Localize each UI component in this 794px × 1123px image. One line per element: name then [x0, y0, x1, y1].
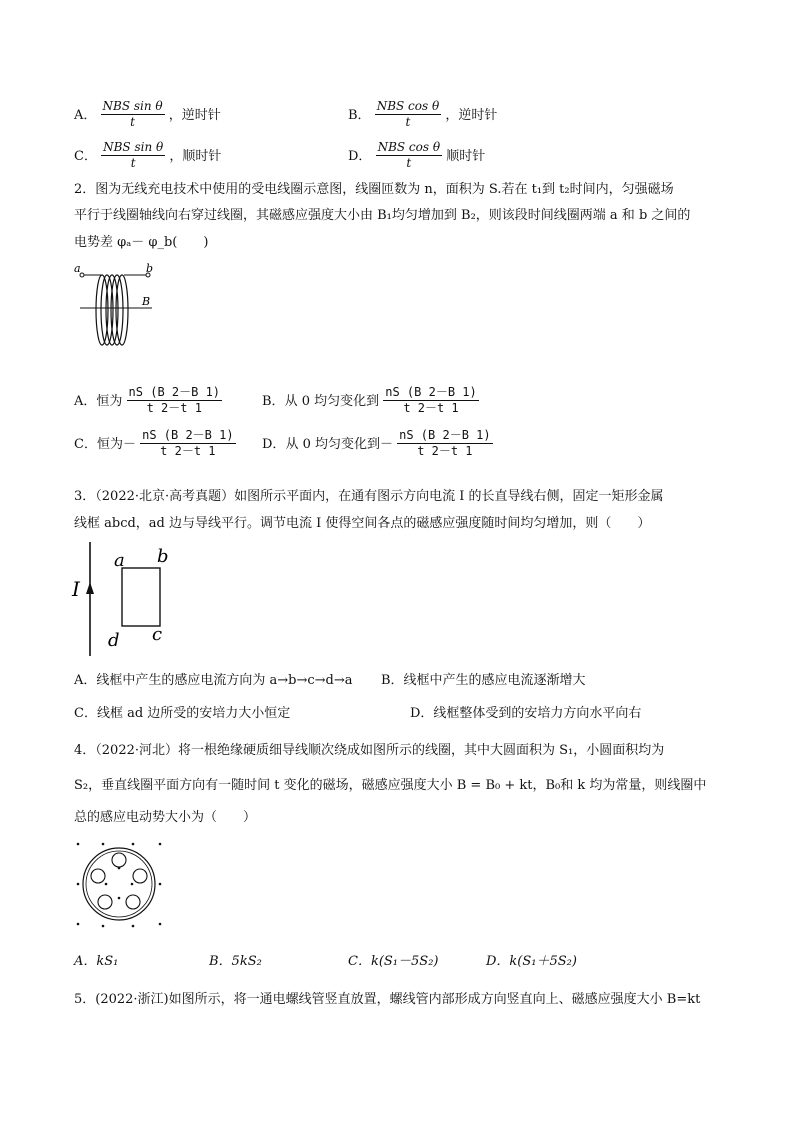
- fraction: [140, 428, 235, 459]
- q2-stem-line-2: 平行于线圈轴线向右穿过线圈，其磁感应强度大小由 B₁均匀增加到 B₂，则该段时间线圈两端 a 和 b 之间的: [74, 208, 691, 223]
- option-letter: D．: [348, 149, 372, 164]
- option-prefix: 从 0 均匀变化到: [284, 394, 380, 409]
- label-I: I: [72, 577, 80, 601]
- fraction-denominator: t: [130, 156, 136, 170]
- coil-turns: [96, 275, 128, 345]
- fraction: [383, 385, 478, 416]
- option-prefix: 恒为－: [96, 437, 136, 452]
- rectangular-frame: [122, 568, 160, 626]
- q3-option-d: D．线框整体受到的安培力方向水平向右: [410, 706, 642, 721]
- large-circle: [83, 848, 155, 920]
- q3-stem-line-1: 3．（2022·北京·高考真题）如图所示平面内，在通有图示方向电流 I 的长直导线右侧，固定一矩形金属: [74, 489, 664, 504]
- q1-option-d: [348, 141, 485, 172]
- label-c: c: [152, 624, 163, 645]
- fraction-denominator: t 2－t 1: [160, 444, 216, 458]
- coil-circles-figure: [72, 838, 168, 932]
- option-letter: B．: [348, 108, 371, 123]
- fraction-numerator: nS (B 2－B 1): [142, 428, 234, 442]
- q1-option-a: [74, 100, 221, 131]
- q1-option-c: [74, 141, 221, 172]
- q2-option-a: [74, 386, 222, 417]
- fraction-numerator: NBS sin θ: [103, 140, 164, 154]
- fraction-denominator: t: [405, 115, 411, 129]
- q4-stem-line-3: 总的感应电动势大小为（ ）: [74, 810, 257, 825]
- q4-option-d: D．k(S₁＋5S₂): [486, 954, 577, 969]
- label-a: a: [114, 550, 125, 571]
- fraction-numerator: nS (B 2－B 1): [128, 385, 221, 399]
- option-tail: ，逆时针: [445, 108, 498, 123]
- q4-option-a: A．kS₁: [74, 954, 119, 969]
- label-B: B: [142, 295, 151, 308]
- q2-stem-line-3: 电势差 φₐ－ φ_b( ): [74, 235, 209, 250]
- fraction-numerator: NBS cos θ: [376, 99, 440, 113]
- option-tail: ，顺时针: [169, 149, 222, 164]
- label-a: a: [74, 262, 81, 275]
- coil-figure: [72, 260, 162, 352]
- label-b: b: [157, 546, 169, 567]
- fraction-denominator: t: [406, 156, 412, 170]
- option-letter: D．: [262, 437, 286, 452]
- option-prefix: 从 0 均匀变化到－: [285, 437, 393, 452]
- current-arrow-icon: [86, 582, 94, 594]
- fraction-denominator: t: [130, 115, 135, 129]
- option-tail: ，逆时针: [168, 108, 221, 123]
- q4-stem-line-1: 4．（2022·河北）将一根绝缘硬质细导线顺次绕成如图所示的线圈，其中大圆面积为 S₁，小圆面积均为: [74, 743, 665, 758]
- q1-option-b: [348, 100, 497, 131]
- fraction-denominator: t 2－t 1: [146, 401, 202, 415]
- label-b: b: [146, 262, 154, 275]
- fraction: [101, 99, 165, 130]
- q3-option-c: C．线框 ad 边所受的安培力大小恒定: [74, 706, 291, 721]
- label-d: d: [108, 630, 120, 651]
- fraction-numerator: NBS sin θ: [102, 99, 163, 113]
- q4-option-b: B．5kS₂: [209, 954, 262, 969]
- q3-option-a: A．线框中产生的感应电流方向为 a→b→c→d→a: [74, 673, 353, 688]
- wire-frame-figure: [70, 538, 190, 658]
- option-letter: A．: [74, 108, 97, 123]
- option-prefix: 恒为: [96, 394, 123, 409]
- terminal-a: [80, 273, 84, 277]
- option-letter: C．: [74, 437, 97, 452]
- option-letter: B．: [262, 394, 285, 409]
- fraction: [397, 428, 492, 459]
- q2-option-b: [262, 386, 479, 417]
- fraction: [376, 140, 443, 171]
- fraction: [101, 140, 165, 171]
- fraction-numerator: nS (B 2－B 1): [399, 428, 491, 442]
- q4-option-c: C．k(S₁－5S₂): [348, 954, 439, 969]
- q4-stem-line-2: S₂，垂直线圈平面方向有一随时间 t 变化的磁场，磁感应强度大小 B = B₀ + kt，B₀和 k 均为常量，则线圈中: [74, 778, 707, 793]
- fraction: [375, 99, 442, 130]
- option-letter: A．: [74, 394, 97, 409]
- option-tail: 顺时针: [446, 149, 486, 164]
- fraction-numerator: nS (B 2－B 1): [385, 385, 477, 399]
- q5-stem-line-1: 5．(2022·浙江)如图所示，将一通电螺线管竖直放置，螺线管内部形成方向竖直向上、磁感应强度大小 B=kt: [74, 992, 701, 1007]
- q2-option-d: [262, 429, 493, 460]
- magnetic-field-dots: [77, 843, 162, 928]
- q2-option-c: [74, 429, 236, 460]
- q3-option-b: B．线框中产生的感应电流逐渐增大: [381, 673, 586, 688]
- fraction-denominator: t 2－t 1: [417, 444, 473, 458]
- fraction-denominator: t 2－t 1: [403, 401, 459, 415]
- fraction: [127, 385, 222, 416]
- fraction-numerator: NBS cos θ: [377, 140, 441, 154]
- q3-stem-line-2: 线框 abcd，ad 边与导线平行。调节电流 I 使得空间各点的磁感应强度随时间均匀增加，则（ ）: [74, 516, 651, 531]
- small-circles: [91, 853, 147, 909]
- option-letter: C．: [74, 149, 97, 164]
- large-circle-inner: [86, 851, 152, 917]
- q2-stem-line-1: 2．图为无线充电技术中使用的受电线圈示意图，线圈匝数为 n，面积为 S.若在 t₁到 t₂时间内，匀强磁场: [74, 182, 674, 197]
